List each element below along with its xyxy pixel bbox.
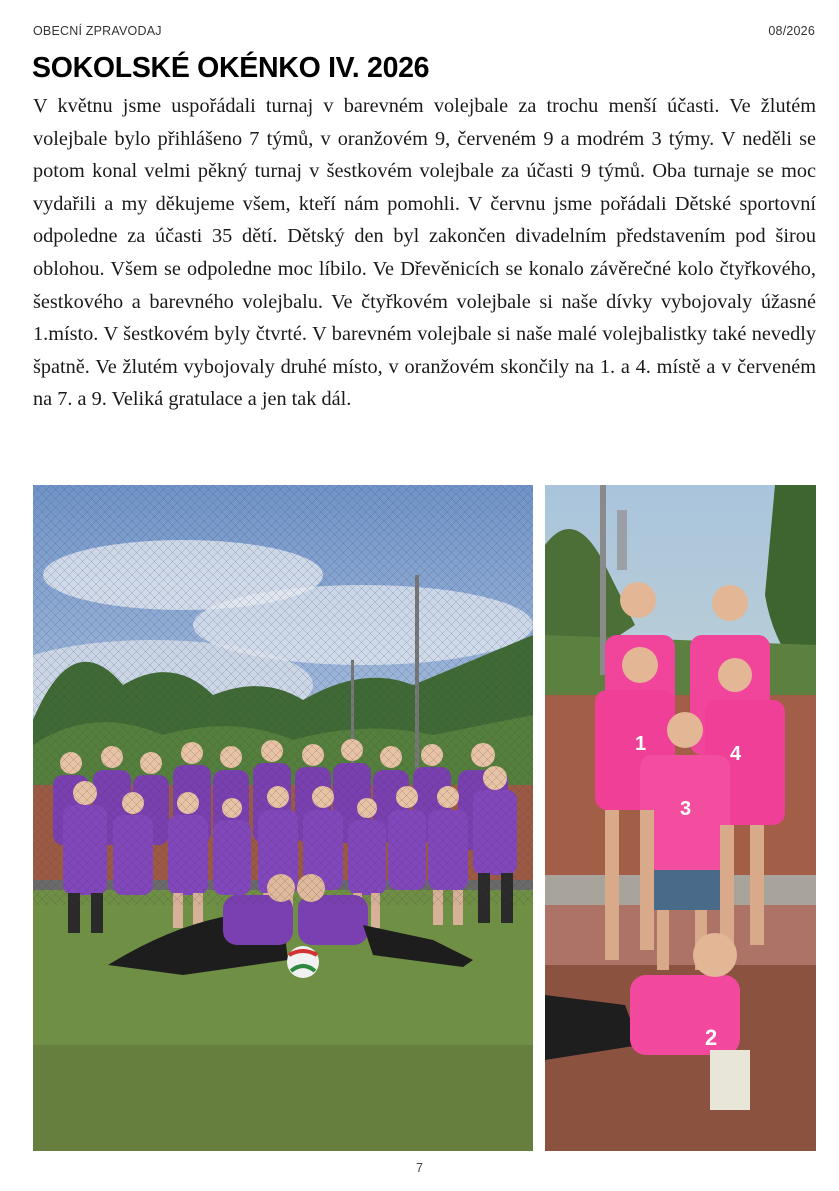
group-photo-image — [33, 485, 533, 1151]
jersey-number: 3 — [680, 798, 692, 820]
medal-winners-photo — [545, 485, 816, 1151]
article-title: SOKOLSKÉ OKÉNKO IV. 2026 — [32, 52, 430, 84]
jersey-number: 1 — [635, 733, 647, 755]
newsletter-name: OBECNÍ ZPRAVODAJ — [33, 24, 162, 38]
page-number: 7 — [416, 1161, 423, 1175]
article-body: V květnu jsme uspořádali turnaj v barevném volejbale za trochu menší účasti. Ve žlutém volejbale bylo přihlášeno 7 týmů, v oranžovém 9, červeném 9 a modrém 3 týmy. V neděli se potom konal velmi pěkný turnaj v šestkovém volejbale za účasti 9 týmů. Oba turnaje se moc vydařili a my děkujeme všem, kteří nám pomohli. V červnu jsme pořádali Dětské sportovní odpoledne za účasti 35 dětí. Dětský den byl zakončen divadelním představením pod širou oblohou. Všem se odpoledne moc líbilo. Ve Dřevěnicích se konalo závěrečné kolo čtyřkového, šestkového a barevného volejbalu. Ve čtyřkovém volejbale si naše dívky vybojovaly úžasné 1.místo. V šestkovém byly čtvrté. V barevném volejbale si naše malé volejbalistky také nevedly špatně. Ve žlutém vybojovaly druhé místo, v oranžovém skončily na 1. a 4. místě a v červeném na 7. a 9. Veliká gratulace a jen tak dál. — [33, 95, 816, 411]
issue-number: 08/2026 — [768, 24, 815, 38]
jersey-number: 4 — [730, 743, 742, 765]
medal-winners-photo-image — [545, 485, 816, 1151]
group-photo — [33, 485, 533, 1151]
jersey-number: 2 — [705, 1025, 718, 1050]
